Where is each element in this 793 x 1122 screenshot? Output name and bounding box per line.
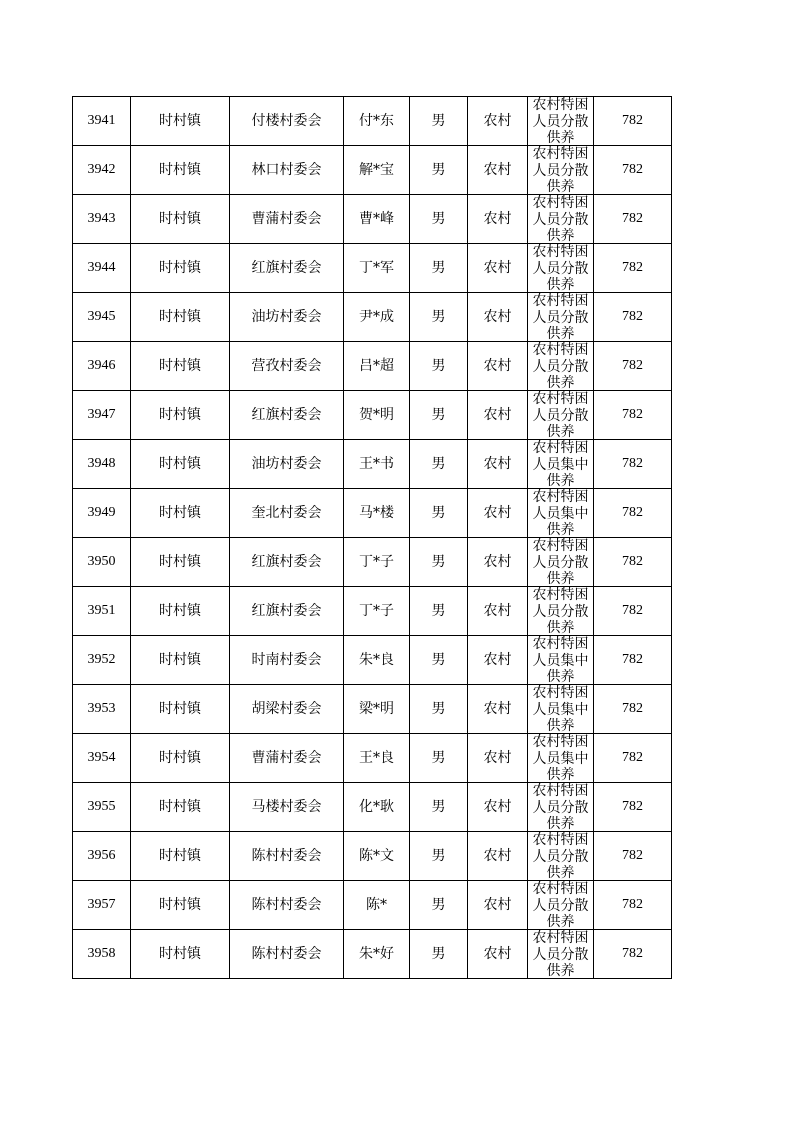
table-row — [73, 538, 672, 587]
gender-cell: 男 — [410, 734, 468, 783]
row-id-cell: 3947 — [73, 391, 131, 440]
area-type-cell: 农村 — [468, 195, 528, 244]
amount-cell: 782 — [594, 244, 672, 293]
area-type-cell: 农村 — [468, 685, 528, 734]
support-category-cell — [528, 391, 594, 440]
town-cell: 时村镇 — [131, 244, 230, 293]
support-category-cell — [528, 342, 594, 391]
amount-cell: 782 — [594, 146, 672, 195]
amount-cell: 782 — [594, 636, 672, 685]
support-category-cell — [528, 293, 594, 342]
table-row — [73, 440, 672, 489]
support-category-text: 农村特困人员分散供养 — [532, 930, 589, 978]
person-name-cell: 丁*子 — [344, 538, 410, 587]
person-name-cell: 陈* — [344, 881, 410, 930]
support-category-cell — [528, 734, 594, 783]
table-row — [73, 930, 672, 979]
area-type-cell: 农村 — [468, 832, 528, 881]
support-category-text: 农村特困人员分散供养 — [532, 244, 589, 292]
town-cell: 时村镇 — [131, 881, 230, 930]
table-row — [73, 734, 672, 783]
person-name-cell: 付*东 — [344, 97, 410, 146]
row-id-cell: 3946 — [73, 342, 131, 391]
village-committee-cell: 红旗村委会 — [230, 538, 344, 587]
village-committee-cell: 红旗村委会 — [230, 587, 344, 636]
support-category-cell — [528, 195, 594, 244]
gender-cell: 男 — [410, 440, 468, 489]
area-type-cell: 农村 — [468, 489, 528, 538]
town-cell: 时村镇 — [131, 440, 230, 489]
table-row — [73, 489, 672, 538]
support-category-text: 农村特困人员集中供养 — [532, 440, 589, 488]
town-cell: 时村镇 — [131, 146, 230, 195]
village-committee-cell: 营孜村委会 — [230, 342, 344, 391]
amount-cell: 782 — [594, 342, 672, 391]
town-cell: 时村镇 — [131, 783, 230, 832]
support-category-text: 农村特困人员分散供养 — [532, 97, 589, 145]
town-cell: 时村镇 — [131, 342, 230, 391]
support-category-cell — [528, 97, 594, 146]
person-name-cell: 尹*成 — [344, 293, 410, 342]
person-name-cell: 王*书 — [344, 440, 410, 489]
support-category-cell — [528, 636, 594, 685]
amount-cell: 782 — [594, 930, 672, 979]
table-row — [73, 881, 672, 930]
gender-cell: 男 — [410, 930, 468, 979]
amount-cell: 782 — [594, 881, 672, 930]
table-row — [73, 195, 672, 244]
town-cell: 时村镇 — [131, 734, 230, 783]
town-cell: 时村镇 — [131, 636, 230, 685]
table-row — [73, 832, 672, 881]
table-row — [73, 342, 672, 391]
row-id-cell: 3955 — [73, 783, 131, 832]
row-id-cell: 3954 — [73, 734, 131, 783]
table-row — [73, 783, 672, 832]
area-type-cell: 农村 — [468, 734, 528, 783]
amount-cell: 782 — [594, 195, 672, 244]
village-committee-cell: 陈村村委会 — [230, 832, 344, 881]
table-row — [73, 636, 672, 685]
row-id-cell: 3957 — [73, 881, 131, 930]
support-category-text: 农村特困人员分散供养 — [532, 195, 589, 243]
support-category-cell — [528, 538, 594, 587]
village-committee-cell: 红旗村委会 — [230, 391, 344, 440]
amount-cell: 782 — [594, 538, 672, 587]
gender-cell: 男 — [410, 489, 468, 538]
amount-cell: 782 — [594, 293, 672, 342]
town-cell: 时村镇 — [131, 538, 230, 587]
support-category-cell — [528, 881, 594, 930]
person-name-cell: 马*楼 — [344, 489, 410, 538]
area-type-cell: 农村 — [468, 783, 528, 832]
support-category-text: 农村特困人员集中供养 — [532, 489, 589, 537]
gender-cell: 男 — [410, 97, 468, 146]
support-category-text: 农村特困人员分散供养 — [532, 342, 589, 390]
row-id-cell: 3952 — [73, 636, 131, 685]
area-type-cell: 农村 — [468, 587, 528, 636]
person-name-cell: 丁*子 — [344, 587, 410, 636]
row-id-cell: 3945 — [73, 293, 131, 342]
town-cell: 时村镇 — [131, 930, 230, 979]
town-cell: 时村镇 — [131, 293, 230, 342]
support-category-cell — [528, 685, 594, 734]
area-type-cell: 农村 — [468, 930, 528, 979]
row-id-cell: 3949 — [73, 489, 131, 538]
row-id-cell: 3944 — [73, 244, 131, 293]
gender-cell: 男 — [410, 391, 468, 440]
amount-cell: 782 — [594, 734, 672, 783]
row-id-cell: 3958 — [73, 930, 131, 979]
area-type-cell: 农村 — [468, 244, 528, 293]
row-id-cell: 3948 — [73, 440, 131, 489]
area-type-cell: 农村 — [468, 881, 528, 930]
village-committee-cell: 曹蒲村委会 — [230, 195, 344, 244]
town-cell: 时村镇 — [131, 587, 230, 636]
support-category-text: 农村特困人员分散供养 — [532, 293, 589, 341]
gender-cell: 男 — [410, 832, 468, 881]
support-category-cell — [528, 244, 594, 293]
support-category-cell — [528, 146, 594, 195]
amount-cell: 782 — [594, 783, 672, 832]
support-category-cell — [528, 587, 594, 636]
village-committee-cell: 陈村村委会 — [230, 881, 344, 930]
table-body — [73, 97, 672, 979]
area-type-cell: 农村 — [468, 391, 528, 440]
person-name-cell: 王*良 — [344, 734, 410, 783]
support-category-cell — [528, 930, 594, 979]
person-name-cell: 朱*良 — [344, 636, 410, 685]
village-committee-cell: 曹蒲村委会 — [230, 734, 344, 783]
amount-cell: 782 — [594, 391, 672, 440]
person-name-cell: 梁*明 — [344, 685, 410, 734]
beneficiary-table — [72, 96, 672, 979]
support-category-cell — [528, 440, 594, 489]
town-cell: 时村镇 — [131, 195, 230, 244]
row-id-cell: 3953 — [73, 685, 131, 734]
amount-cell: 782 — [594, 587, 672, 636]
gender-cell: 男 — [410, 881, 468, 930]
support-category-text: 农村特困人员分散供养 — [532, 832, 589, 880]
village-committee-cell: 时南村委会 — [230, 636, 344, 685]
table-row — [73, 391, 672, 440]
gender-cell: 男 — [410, 783, 468, 832]
support-category-text: 农村特困人员分散供养 — [532, 881, 589, 929]
town-cell: 时村镇 — [131, 391, 230, 440]
row-id-cell: 3956 — [73, 832, 131, 881]
village-committee-cell: 红旗村委会 — [230, 244, 344, 293]
town-cell: 时村镇 — [131, 832, 230, 881]
village-committee-cell: 付楼村委会 — [230, 97, 344, 146]
area-type-cell: 农村 — [468, 146, 528, 195]
area-type-cell: 农村 — [468, 538, 528, 587]
area-type-cell: 农村 — [468, 636, 528, 685]
gender-cell: 男 — [410, 195, 468, 244]
support-category-text: 农村特困人员分散供养 — [532, 538, 589, 586]
area-type-cell: 农村 — [468, 440, 528, 489]
support-category-cell — [528, 783, 594, 832]
table-row — [73, 146, 672, 195]
gender-cell: 男 — [410, 587, 468, 636]
row-id-cell: 3943 — [73, 195, 131, 244]
person-name-cell: 陈*文 — [344, 832, 410, 881]
table-row — [73, 587, 672, 636]
village-committee-cell: 陈村村委会 — [230, 930, 344, 979]
table-row — [73, 97, 672, 146]
row-id-cell: 3951 — [73, 587, 131, 636]
support-category-text: 农村特困人员集中供养 — [532, 734, 589, 782]
amount-cell: 782 — [594, 832, 672, 881]
support-category-cell — [528, 832, 594, 881]
gender-cell: 男 — [410, 636, 468, 685]
amount-cell: 782 — [594, 489, 672, 538]
table-row — [73, 685, 672, 734]
gender-cell: 男 — [410, 244, 468, 293]
support-category-text: 农村特困人员分散供养 — [532, 146, 589, 194]
support-category-text: 农村特困人员分散供养 — [532, 783, 589, 831]
support-category-text: 农村特困人员分散供养 — [532, 391, 589, 439]
row-id-cell: 3950 — [73, 538, 131, 587]
row-id-cell: 3941 — [73, 97, 131, 146]
town-cell: 时村镇 — [131, 685, 230, 734]
amount-cell: 782 — [594, 97, 672, 146]
support-category-text: 农村特困人员集中供养 — [532, 636, 589, 684]
person-name-cell: 曹*峰 — [344, 195, 410, 244]
person-name-cell: 丁*军 — [344, 244, 410, 293]
area-type-cell: 农村 — [468, 293, 528, 342]
table-row — [73, 244, 672, 293]
village-committee-cell: 奎北村委会 — [230, 489, 344, 538]
town-cell: 时村镇 — [131, 97, 230, 146]
gender-cell: 男 — [410, 538, 468, 587]
area-type-cell: 农村 — [468, 97, 528, 146]
village-committee-cell: 林口村委会 — [230, 146, 344, 195]
support-category-text: 农村特困人员分散供养 — [532, 587, 589, 635]
village-committee-cell: 马楼村委会 — [230, 783, 344, 832]
gender-cell: 男 — [410, 293, 468, 342]
village-committee-cell: 胡梁村委会 — [230, 685, 344, 734]
support-category-text: 农村特困人员集中供养 — [532, 685, 589, 733]
amount-cell: 782 — [594, 685, 672, 734]
amount-cell: 782 — [594, 440, 672, 489]
gender-cell: 男 — [410, 685, 468, 734]
table-row — [73, 293, 672, 342]
gender-cell: 男 — [410, 342, 468, 391]
person-name-cell: 朱*好 — [344, 930, 410, 979]
support-category-cell — [528, 489, 594, 538]
person-name-cell: 贺*明 — [344, 391, 410, 440]
area-type-cell: 农村 — [468, 342, 528, 391]
village-committee-cell: 油坊村委会 — [230, 440, 344, 489]
person-name-cell: 吕*超 — [344, 342, 410, 391]
town-cell: 时村镇 — [131, 489, 230, 538]
person-name-cell: 化*耿 — [344, 783, 410, 832]
gender-cell: 男 — [410, 146, 468, 195]
row-id-cell: 3942 — [73, 146, 131, 195]
person-name-cell: 解*宝 — [344, 146, 410, 195]
village-committee-cell: 油坊村委会 — [230, 293, 344, 342]
